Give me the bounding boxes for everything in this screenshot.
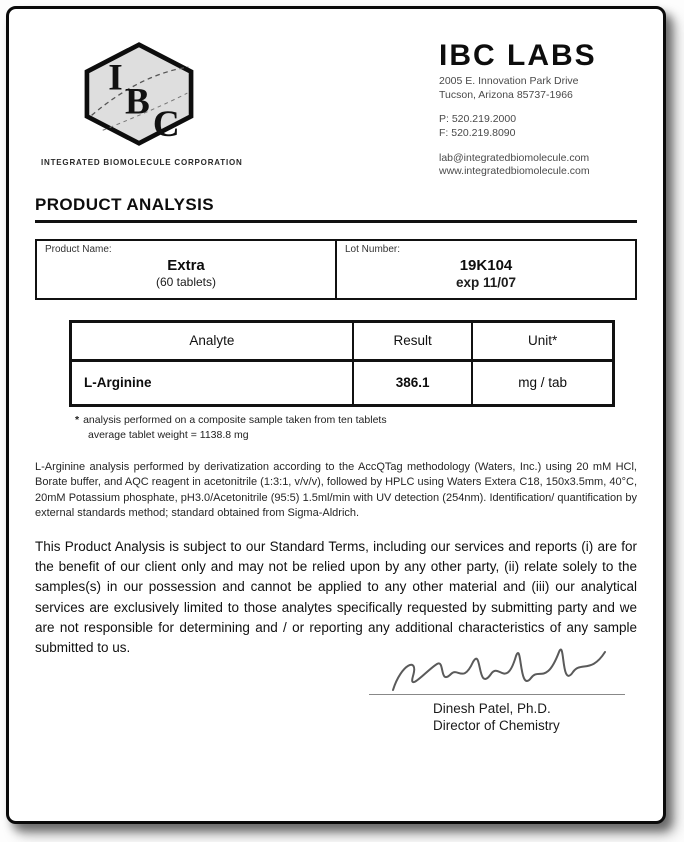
footnote-marker: *: [75, 413, 80, 426]
company-info: [439, 41, 635, 179]
results-header-row: [71, 321, 614, 360]
product-name-value: Extra: [167, 256, 205, 274]
footnote-line-1: analysis performed on a composite sample taken from ten tablets: [83, 413, 387, 426]
letterhead: [35, 33, 637, 179]
logo-caption: INTEGRATED BIOMOLECULE CORPORATION: [41, 157, 243, 168]
unit-column-header: Unit*: [472, 321, 613, 360]
company-logo: [41, 41, 243, 168]
page-content: [9, 9, 663, 821]
phone-line: P: 520.219.2000: [439, 113, 517, 126]
analyte-column-header: Analyte: [71, 321, 353, 360]
email-line: lab@integratedbiomolecule.com: [439, 151, 590, 164]
signer-title: Director of Chemistry: [433, 718, 560, 734]
fax-line: F: 520.219.8090: [439, 126, 516, 139]
table-row: [71, 360, 614, 405]
lot-number-label: Lot Number:: [345, 243, 401, 255]
result-column-header: Result: [353, 321, 472, 360]
product-qty-value: (60 tablets): [155, 274, 217, 289]
address-line-1: 2005 E. Innovation Park Drive: [439, 75, 579, 87]
unit-cell: mg / tab: [472, 360, 613, 405]
lot-exp-value: exp 11/07: [455, 274, 517, 290]
product-name-cell: [37, 241, 337, 298]
signer-name: Dinesh Patel, Ph.D.: [433, 701, 551, 717]
lot-number-value: 19K104: [459, 256, 513, 274]
analyte-cell: L-Arginine: [71, 360, 353, 405]
svg-text:B: B: [125, 81, 150, 123]
scanned-page: [6, 6, 666, 824]
lot-number-cell: [337, 241, 635, 298]
svg-text:C: C: [152, 103, 180, 145]
result-cell: 386.1: [353, 360, 472, 405]
results-table: [69, 320, 615, 407]
signature-block: [369, 644, 625, 733]
table-footnote: [75, 413, 637, 442]
page-title: PRODUCT ANALYSIS: [35, 195, 637, 223]
svg-text:I: I: [108, 57, 123, 99]
footnote-line-2: average tablet weight = 1138.8 mg: [88, 428, 249, 441]
product-info-table: [35, 239, 637, 300]
product-name-label: Product Name:: [45, 243, 112, 255]
terms-paragraph: This Product Analysis is subject to our Standard Terms, including our services and reports (i) are for the benefit of our client only and may not be relied upon by any other party, (ii) relate solely to the samples(s) in our possession and cannot be applied to any other material and (iii) our analytical services are exclusively limited to those analytes specifically requested by submitting party and we are not responsible for determining and / or reporting any additional characteristics of any sample submitted to us.: [35, 538, 637, 656]
address-line-2: Tucson, Arizona 85737-1966: [439, 88, 573, 101]
methodology-paragraph: L-Arginine analysis performed by derivatization according to the AccQTag methodology (Waters, Inc.) using 20 mM HCl, Borate buffer, and AQC reagent in acetonitrile (1:3:1, v/v/v), followed by HPLC using Waters Extera C18, 150x3.5mm, 40°C, 20mM Potassium phosphate, pH3.0/Acetonitrile (95:5) 1.5ml/min with UV detection (254nm). Identification/ quantification by external standards method; standard obtained from Sigma-Aldrich.: [35, 461, 637, 519]
website-line: www.integratedbiomolecule.com: [439, 165, 590, 178]
signature-line: [369, 694, 625, 695]
company-name: IBC LABS: [439, 39, 597, 72]
ibc-hexagon-logo-icon: [75, 41, 203, 147]
